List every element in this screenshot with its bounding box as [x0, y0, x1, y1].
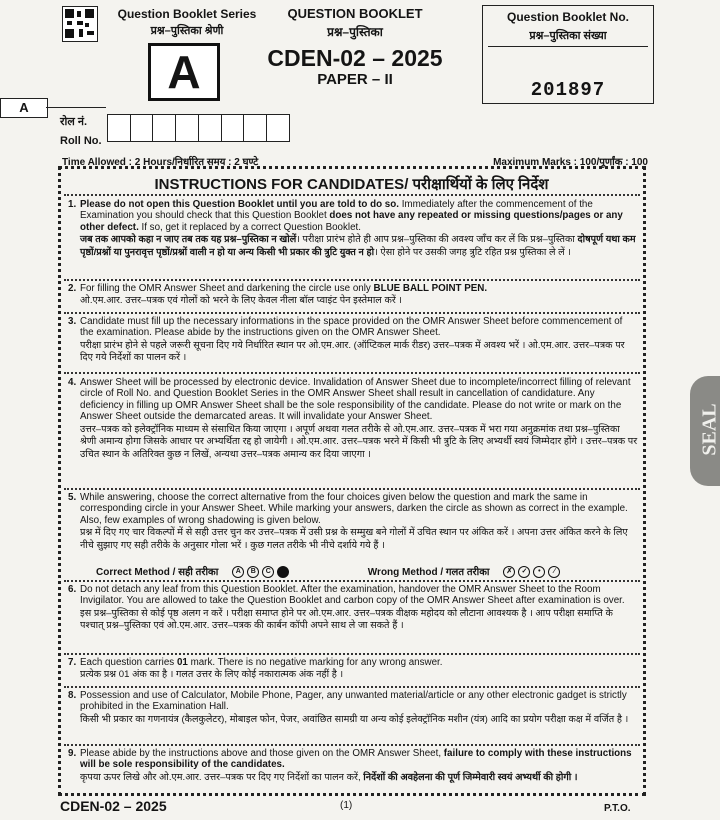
instruction-number: 8.: [68, 690, 77, 701]
instruction-text: failure to comply with these instructions will be sole responsibility of the candidates.: [80, 748, 632, 771]
paper-code: CDEN-02 – 2025: [267, 45, 443, 71]
wrong-bubble: •: [533, 566, 545, 578]
wrong-bubble: ✗: [503, 566, 515, 578]
roll-digit-box[interactable]: [221, 114, 245, 142]
booklet-number-box: [482, 5, 654, 104]
instruction-8: [68, 690, 638, 726]
roll-label-hindi: रोल नं.: [60, 116, 88, 128]
instruction-text: 01: [176, 657, 188, 668]
instruction-text-hindi: । परीक्षा प्रारंभ होते ही आप प्रश्न–पुस्तिका की अवश्य जाँच कर लें कि प्रश्न–पुस्तिका: [296, 234, 578, 246]
roll-digit-box[interactable]: [243, 114, 267, 142]
side-tag-rule: [46, 107, 106, 108]
page-number: (1): [340, 800, 353, 811]
maximum-marks: Maximum Marks : 100/पूर्णांक : 100: [493, 157, 648, 168]
divider: [64, 279, 640, 281]
booklet-number-label-hindi: प्रश्न–पुस्तिका संख्या: [529, 30, 607, 42]
booklet-number-divider: [488, 46, 648, 47]
seal-label: SEAL: [698, 403, 720, 456]
instruction-text: If so, get it replaced by a correct Question Booklet.: [138, 221, 361, 233]
booklet-number-label: Question Booklet No.: [506, 10, 629, 24]
instruction-text-hindi: इस प्रश्न–पुस्तिका से कोई पृष्ठ अलग न करें । परीक्षा समाप्त होने पर ओ.एम.आर. उत्तर–पत्रक वीक्षक महोदय को लौटाना आवश्यक है । आप परीक्षा समाप्ति के पश्चात् प्रश्न–पुस्तिका एवं ओ.एम.आर. उत्तर–पत्रक की कार्बन कॉपी अपने साथ ले जा सकते हैं ।: [80, 607, 613, 632]
instructions-title: INSTRUCTIONS FOR CANDIDATES/ परीक्षार्थियों के लिए निर्देश: [154, 176, 549, 193]
instruction-text: Answer Sheet will be processed by electronic device. Invalidation of Answer Sheet due to incomplete/incorrect filling of relevant circle of Roll No. and Question Booklet Series in the OMR Answer Sheet shall result in cancellation of candidature. Any deficiency in filling up OMR Answer Sheet shall be the sole responsibility of the candidate. Please do not write or mark on the Answer Sheet outside the demarcated areas. It will invalidate your Answer Sheet.: [80, 377, 631, 423]
booklet-number-value: 201897: [530, 79, 606, 101]
roll-digit-box[interactable]: [175, 114, 199, 142]
series-label: Question Booklet Series: [117, 7, 257, 21]
wrong-bubble: ∕: [548, 566, 560, 578]
instruction-2: [68, 283, 638, 308]
instruction-text: mark. There is no negative marking for any wrong answer.: [187, 657, 443, 668]
roll-digit-box[interactable]: [130, 114, 154, 142]
instruction-text-hindi: जब तक आपको कहा न जाए तब तक यह प्रश्न–पुस्तिका न खोलें: [80, 234, 297, 246]
divider: [64, 372, 640, 374]
instruction-7: [68, 657, 638, 682]
wrong-bubble: ✓: [518, 566, 530, 578]
instruction-text-hindi: किसी भी प्रकार का गणनायंत्र (कैलकुलेटर), मोबाइल फोन, पेजर, अवांछित सामग्री या अन्य कोई इलेक्ट्रॉनिक मशीन (यंत्र) आदि का प्रयोग परीक्षा कक्ष में वर्जित है ।: [80, 713, 629, 725]
instruction-1: [68, 199, 638, 259]
instruction-number: 3.: [68, 316, 77, 327]
qr-code: [62, 6, 98, 42]
instruction-text: Please abide by the instructions above and those given on the OMR Answer Sheet,: [80, 748, 444, 759]
instruction-text: While answering, choose the correct alternative from the four choices given below the question and mark the same in corresponding circle in your Answer Sheet. While marking your answers, darken the circle as shown as correct in the example. Also, few examples of wrong shadowing is given below.: [80, 492, 628, 526]
instruction-text: Possession and use of Calculator, Mobile Phone, Pager, any unwanted material/article or any other electronic gadget is strictly prohibited in the Examination Hall.: [80, 690, 627, 713]
instruction-text: BLUE BALL POINT PEN.: [373, 283, 488, 294]
footer-paper-code: CDEN-02 – 2025: [60, 798, 167, 814]
instruction-text: Immediately after the commencement of the Examination you should check that this Question Booklet: [80, 199, 593, 222]
marking-methods: [96, 564, 616, 578]
title-divider: [64, 194, 640, 196]
instruction-5: [68, 492, 638, 552]
instruction-text-hindi: प्रश्न में दिए गए चार विकल्पों में से सही उत्तर चुन कर उत्तर–पत्रक में उसी प्रश्न के सम्मुख बने गोलों में उचित स्थान पर अंकित करें । अपना उत्तर अंकित करने के लिए नीचे सुझाए गए सही तरीके के अनुसार गोला भरें । कुछ गलत तरीके भी नीचे दर्शाये गये हैं ।: [80, 527, 628, 551]
divider: [64, 488, 640, 490]
divider: [64, 312, 640, 314]
answer-bubble: B: [247, 566, 259, 578]
roll-number-boxes: [107, 114, 289, 142]
series-value: A: [148, 43, 220, 101]
seal-tab: [690, 376, 720, 486]
instruction-number: 4.: [68, 377, 77, 388]
instruction-text-hindi: । ऐसा होने पर उसकी जगह त्रुटि रहित प्रश्न पुस्तिका ले लें ।: [374, 246, 571, 258]
divider: [64, 686, 640, 688]
instruction-number: 1.: [68, 199, 77, 210]
divider: [64, 744, 640, 746]
instruction-text: does not have any repeated or missing questions/pages or any other defect.: [80, 210, 623, 233]
instruction-text-hindi: उत्तर–पत्रक को इलेक्ट्रॉनिक माध्यम से संसाधित किया जाएगा । अपूर्ण अथवा गलत तरीके से ओ.एम.आर. उत्तर–पत्रक में भरा गया अनुक्रमांक तथा प्रश्न–पुस्तिका श्रेणी अमान्य होगा जिसके आधार पर अभ्यर्थिता रद्द हो जायेगी । ओ.एम.आर. उत्तर–पत्रक भरने में किसी भी त्रुटि के लिए अभ्यर्थी स्वयं जिम्मेदार होंगे । उत्तर–पत्रक पर उचित स्थान के अतिरिक्त कुछ न लिखें, अन्यथा उत्तर–पत्रक अमान्य कर दिया जाएगा ।: [80, 423, 638, 460]
instruction-number: 9.: [68, 748, 77, 759]
divider: [64, 653, 640, 655]
instruction-number: 6.: [68, 584, 77, 595]
series-side-tag: A: [0, 98, 48, 118]
filled-bubble: [277, 566, 289, 578]
roll-digit-box[interactable]: [198, 114, 222, 142]
instruction-4: [68, 377, 638, 461]
roll-label: Roll No.: [60, 135, 102, 147]
roll-digit-box[interactable]: [152, 114, 176, 142]
answer-bubble: A: [232, 566, 244, 578]
instruction-text: Each question carries: [80, 657, 177, 668]
answer-bubble: C: [262, 566, 274, 578]
instruction-text: Please do not open this Question Booklet until you are told to do so.: [80, 199, 399, 210]
instruction-text-hindi: कृपया ऊपर लिखे और ओ.एम.आर. उत्तर–पत्रक पर दिए गए निर्देशों का पालन करें,: [80, 771, 364, 783]
wrong-method-label: Wrong Method / गलत तरीका: [367, 567, 490, 578]
instruction-text-hindi: ओ.एम.आर. उत्तर–पत्रक एवं गोलों को भरने के लिए केवल नीला बॉल प्वाइंट पेन इस्तेमाल करें ।: [80, 295, 403, 307]
instruction-text-hindi: प्रत्येक प्रश्न 01 अंक का है । गलत उत्तर के लिए कोई नकारात्मक अंक नहीं है ।: [80, 669, 344, 681]
series-label-hindi: प्रश्न–पुस्तिका श्रेणी: [150, 25, 224, 37]
instruction-number: 7.: [68, 657, 77, 668]
instruction-text-hindi: परीक्षा प्रारंभ होने से पहले जरूरी सूचना दिए गये निर्धारित स्थान पर ओ.एम.आर. (ऑप्टिकल मार्क रीडर) उत्तर–पत्रक में अवश्य भरें । ओ.एम.आर. उत्तर–पत्रक पर दिए गये निर्देशों का पालन करें ।: [80, 339, 625, 364]
instruction-text: Do not detach any leaf from this Question Booklet. After the examination, handover the OMR Answer Sheet to the Room Invigilator. You are allowed to take the Question Booklet and carbon copy of the OMR Answer Sheet after examination is over.: [80, 584, 625, 607]
instruction-text: For filling the OMR Answer Sheet and darkening the circle use only: [80, 283, 374, 294]
instruction-number: 2.: [68, 283, 77, 294]
divider: [64, 580, 640, 582]
roll-digit-box[interactable]: [266, 114, 290, 142]
correct-method-label: Correct Method / सही तरीका: [96, 567, 219, 578]
paper-number: PAPER – II: [317, 71, 393, 88]
instruction-text-hindi: दोषपूर्ण यथा कम पृष्ठों/प्रश्नों या पुनरावृत्त पृष्ठों/प्रश्नों वाली न हो या अन्य किसी भी प्रकार की त्रुटि युक्त न हो: [80, 234, 636, 258]
booklet-label-hindi: प्रश्न–पुस्तिका: [327, 25, 383, 39]
pto-note: P.T.O.: [604, 803, 631, 814]
instruction-text-hindi: निर्देशों की अवहेलना की पूर्ण जिम्मेवारी स्वयं अभ्यर्थी की होगी ।: [363, 771, 578, 783]
instruction-number: 5.: [68, 492, 77, 503]
booklet-label: QUESTION BOOKLET: [287, 6, 423, 21]
time-allowed: Time Allowed : 2 Hours/निर्धारित समय : 2 घण्टे: [62, 157, 259, 168]
instruction-6: [68, 584, 638, 633]
roll-digit-box[interactable]: [107, 114, 131, 142]
instruction-9: [68, 748, 638, 784]
instruction-text: Candidate must fill up the necessary informations in the space provided on the OMR Answer Sheet before commencement of the examination. Please abide by the instructions given on the OMR Answer Sheet.: [80, 316, 623, 339]
instruction-3: [68, 316, 638, 365]
